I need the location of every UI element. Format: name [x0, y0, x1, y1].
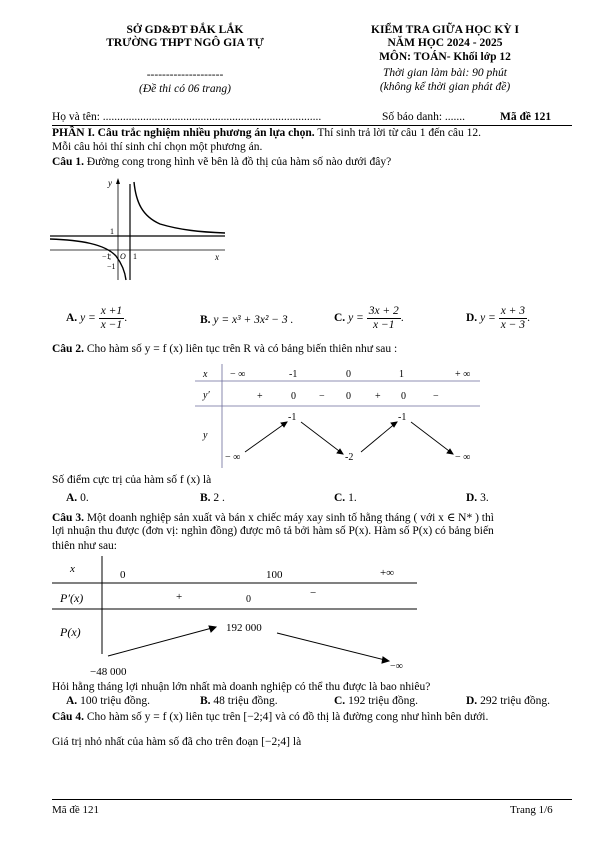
arrow-down-2 [411, 422, 453, 454]
x-value: − ∞ [230, 369, 246, 380]
y-value: -2 [345, 452, 354, 463]
tick-neg1-y: −1 [107, 262, 116, 271]
q3-label: Câu 3. [52, 512, 84, 524]
arrow-up-2 [361, 422, 397, 452]
q2-variation-table [195, 364, 485, 469]
arrow-down [277, 633, 385, 660]
sign: − [433, 391, 439, 402]
option-letter: A. [66, 312, 78, 325]
q1-option-d[interactable] [466, 305, 530, 332]
pages-note: (Đề thi có 06 trang) [139, 83, 231, 95]
q4-line-2: Giá trị nhỏ nhất của hàm số đã cho trên đoạn [−2;4] là [52, 736, 302, 748]
row-pp-label: P′(x) [60, 591, 84, 605]
option-text: 2 . [210, 492, 225, 504]
row-p-label: P(x) [60, 625, 81, 639]
option-fraction [499, 305, 527, 332]
option-lhs: y = [348, 312, 364, 325]
footer-exam-code: Mã đề 121 [52, 804, 100, 816]
tick-neg1-x: −1 [102, 252, 111, 261]
header-divider [52, 125, 572, 126]
denominator: x −1 [100, 319, 123, 331]
subject: MÔN: TOÁN- Khối lớp 12 [379, 51, 511, 63]
part1-instruction-2: Mỗi câu hỏi thí sinh chỉ chọn một phương án. [52, 141, 263, 153]
origin-label: O [120, 252, 126, 261]
y-value: -1 [288, 412, 297, 423]
option-letter: B. [200, 492, 211, 504]
sign: − [319, 391, 325, 402]
x-value: 100 [266, 569, 283, 581]
p-value: −∞ [390, 661, 403, 672]
page-number: Trang 1/6 [510, 804, 553, 816]
numerator: x +1 [100, 305, 123, 317]
y-arrow [116, 178, 120, 184]
school-year: NĂM HỌC 2024 - 2025 [387, 37, 503, 49]
q2-label: Câu 2. [52, 343, 84, 355]
school-name: TRƯỜNG THPT NGÔ GIA TỰ [106, 37, 264, 49]
denominator: x −1 [373, 319, 395, 331]
option-end: . [527, 312, 530, 325]
student-name-field: Họ và tên: ............................................................................ [52, 111, 322, 123]
option-lhs: y = [80, 312, 96, 325]
option-text: 0. [77, 492, 89, 504]
sign: − [310, 587, 317, 599]
student-id-field: Số báo danh: ....... [382, 111, 466, 123]
q3-option-c[interactable] [334, 695, 418, 707]
option-text: 192 triệu đồng. [345, 695, 419, 707]
sign: 0 [401, 391, 406, 402]
option-text: y = x³ + 3x² − 3 . [213, 314, 294, 326]
option-letter: D. [466, 695, 478, 707]
q2-option-d[interactable] [466, 492, 489, 504]
option-letter: A. [66, 492, 78, 504]
q3-question: Hỏi hằng tháng lợi nhuận lớn nhất mà doanh nghiệp có thể thu được là bao nhiêu? [52, 681, 431, 693]
x-value: +∞ [380, 567, 395, 579]
option-fraction [99, 305, 128, 332]
option-letter: A. [66, 695, 78, 707]
question-4 [52, 711, 488, 723]
p-value: 192 000 [226, 622, 262, 634]
dept-name: SỞ GD&ĐT ĐẮK LẮK [126, 24, 244, 36]
footer-divider [52, 799, 572, 800]
question-1 [52, 156, 391, 168]
q3-option-d[interactable] [466, 695, 550, 707]
q2-option-a[interactable] [66, 492, 89, 504]
q3-line-2: lợi nhuận thu được (đơn vị: nghìn đồng) được mô tả bởi hàm số P(x). Hàm số P(x) có bảng biến [52, 525, 494, 537]
curve-left-branch [50, 239, 126, 280]
row-x-label: x [70, 563, 75, 575]
option-letter: C. [334, 312, 346, 325]
option-text: 100 triệu đồng. [77, 695, 151, 707]
option-end: . [124, 312, 128, 325]
arrow-down-1 [301, 422, 343, 454]
variation-arrows [245, 422, 453, 454]
q1-option-c[interactable] [334, 305, 404, 332]
q2-question: Số điểm cực trị của hàm số f (x) là [52, 474, 212, 486]
arrow-up [108, 628, 212, 656]
x-value: 0 [120, 569, 126, 581]
q1-option-a[interactable] [66, 305, 127, 332]
x-value: 1 [399, 369, 404, 380]
p-value: −48 000 [90, 666, 127, 678]
y-value: − ∞ [225, 452, 241, 463]
sign: 0 [291, 391, 296, 402]
arrowhead [382, 657, 389, 663]
x-axis-label: x [215, 252, 219, 262]
sign: + [375, 391, 381, 402]
option-letter: D. [466, 492, 478, 504]
arrow-up-1 [245, 422, 287, 452]
sign-row [257, 391, 439, 402]
option-text: 292 triệu đồng. [477, 695, 551, 707]
part1-heading [52, 127, 481, 139]
q1-text: Đường cong trong hình vẽ bên là đồ thị của hàm số nào dưới đây? [83, 156, 392, 168]
part1-instruction-1: Thí sinh trả lời từ câu 1 đến câu 12. [314, 127, 482, 139]
exam-time: Thời gian làm bài: 90 phút [382, 67, 508, 79]
sign: + [257, 391, 263, 402]
exam-title: KIỂM TRA GIỮA HỌC KỲ I [371, 24, 519, 36]
option-end: . [400, 312, 404, 325]
q4-label: Câu 4. [52, 711, 84, 723]
q3-option-b[interactable] [200, 695, 278, 707]
sign: 0 [246, 594, 251, 605]
q1-label: Câu 1. [52, 156, 84, 168]
tick-1-y: 1 [110, 227, 114, 236]
x-values [230, 369, 470, 380]
option-letter: C. [334, 492, 346, 504]
arrowhead [209, 626, 216, 632]
sign: + [176, 591, 183, 603]
curve-right-branch [134, 182, 225, 233]
x-value: -1 [289, 369, 298, 380]
option-letter: C. [334, 695, 346, 707]
y-value: -1 [398, 412, 407, 423]
sign: 0 [346, 391, 351, 402]
arrowhead [281, 422, 287, 427]
option-letter: B. [200, 314, 211, 326]
y-value: − ∞ [455, 452, 471, 463]
q2-text: Cho hàm số y = f (x) liên tục trên R và có bảng biến thiên như sau : [83, 343, 398, 355]
x-value: 0 [346, 369, 351, 380]
row-yp-label: y′ [203, 390, 210, 401]
q3-option-a[interactable] [66, 695, 150, 707]
question-2 [52, 343, 397, 355]
row-x-label: x [203, 369, 208, 380]
numerator: x + 3 [500, 305, 526, 317]
header-dashes: -------------------- [146, 69, 224, 81]
q2-option-c[interactable] [334, 492, 357, 504]
option-text: 48 triệu đồng. [210, 695, 278, 707]
exam-code: Mã đề 121 [500, 111, 552, 123]
q2-option-b[interactable] [200, 492, 225, 504]
y-axis-label: y [108, 178, 112, 188]
option-fraction [367, 305, 401, 332]
denominator: x − 3 [500, 319, 526, 331]
option-text: 1. [345, 492, 357, 504]
time-note: (không kể thời gian phát đề) [379, 81, 511, 93]
option-lhs: y = [480, 312, 496, 325]
q1-graph [50, 172, 230, 282]
q3-line-3: thiên như sau: [52, 540, 118, 552]
option-letter: D. [466, 312, 478, 325]
y-values [225, 412, 470, 463]
numerator: 3x + 2 [368, 305, 399, 317]
q4-line-1: Cho hàm số y = f (x) liên tục trên [−2;4] và có đồ thị là đường cong như hình bên dưới. [83, 711, 489, 723]
question-3 [52, 510, 494, 524]
option-letter: B. [200, 695, 211, 707]
q3-line-1: Một doanh nghiệp sản xuất và bán x chiếc máy xay sinh tố hằng tháng ( với x ∈ N* ) thì [83, 512, 494, 524]
option-text: 3. [477, 492, 489, 504]
q1-option-b[interactable] [200, 314, 293, 326]
part1-title: PHẦN I. Câu trắc nghiệm nhiều phương án lựa chọn. [52, 127, 315, 139]
q3-variation-table [52, 556, 422, 678]
row-y-label: y [203, 430, 208, 441]
tick-1-x: 1 [133, 252, 137, 261]
x-value: + ∞ [455, 369, 471, 380]
